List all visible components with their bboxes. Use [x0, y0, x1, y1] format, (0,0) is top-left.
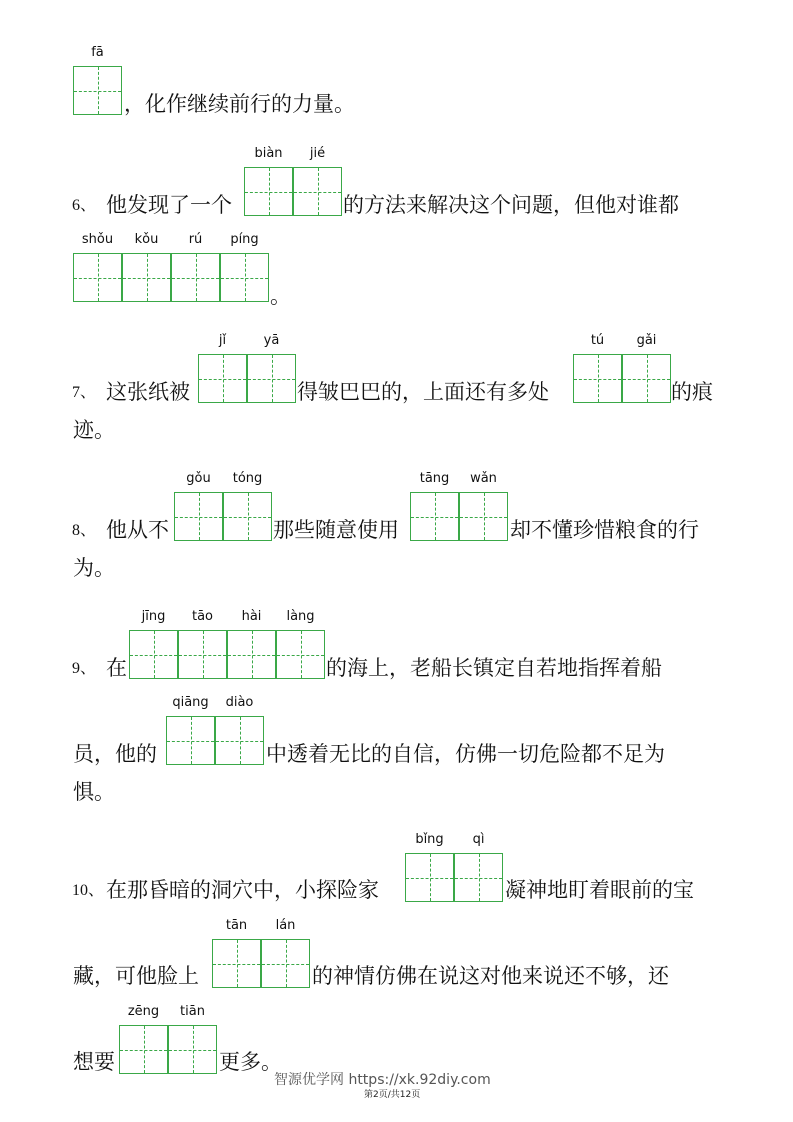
tianzige-box[interactable]	[215, 716, 264, 765]
pinyin: gǎi	[636, 333, 657, 348]
pinyin: qiāng	[172, 695, 209, 710]
q6-text-c: 。	[270, 284, 291, 308]
pinyin: zēng	[127, 1004, 160, 1019]
question-number-7: 7、	[72, 384, 97, 401]
pinyin: tān	[225, 918, 248, 933]
pinyin: qì	[472, 832, 485, 847]
tianzige-box[interactable]	[122, 253, 171, 302]
question-number-6: 6、	[72, 197, 97, 214]
tianzige-box[interactable]	[174, 492, 223, 541]
pinyin: tú	[590, 333, 605, 348]
tianzige-box[interactable]	[247, 354, 296, 403]
q9-text-c: 员，他的	[73, 742, 157, 766]
pinyin: jié	[309, 146, 326, 161]
pinyin: jīng	[141, 609, 166, 624]
tianzige-box[interactable]	[622, 354, 671, 403]
q6-text-b: 的方法来解决这个问题，但他对谁都	[343, 193, 679, 217]
tianzige-box[interactable]	[293, 167, 342, 216]
pinyin: kǒu	[134, 232, 159, 247]
q8-text-c: 却不懂珍惜粮食的行	[510, 518, 699, 542]
pinyin: gǒu	[186, 471, 211, 486]
tianzige-box[interactable]	[573, 354, 622, 403]
pinyin: yā	[263, 333, 280, 348]
pinyin: rú	[188, 232, 203, 247]
tianzige-box[interactable]	[454, 853, 503, 902]
q7-text-d: 迹。	[73, 418, 115, 442]
tianzige-box[interactable]	[129, 630, 178, 679]
question-number-8: 8、	[72, 522, 97, 539]
pinyin-fa: fā	[91, 45, 104, 60]
q10-text-c: 藏，可他脸上	[73, 964, 199, 988]
pinyin: tāng	[419, 471, 450, 486]
q8-text-a: 他从不	[106, 518, 169, 542]
pinyin: biàn	[254, 146, 283, 161]
tianzige-box[interactable]	[171, 253, 220, 302]
q10-text-a: 在那昏暗的洞穴中，小探险家	[106, 878, 379, 902]
continuation-text: ，化作继续前行的力量。	[124, 92, 355, 116]
page-number: 第2页/共12页	[364, 1090, 421, 1100]
pinyin: tóng	[232, 471, 263, 486]
question-number-9: 9、	[72, 660, 97, 677]
q9-text-b: 的海上，老船长镇定自若地指挥着船	[326, 656, 662, 680]
q8-text-b: 那些随意使用	[273, 518, 399, 542]
tianzige-box[interactable]	[459, 492, 508, 541]
tianzige-box[interactable]	[227, 630, 276, 679]
pinyin: wǎn	[470, 471, 497, 486]
tianzige-box[interactable]	[166, 716, 215, 765]
tianzige-box[interactable]	[198, 354, 247, 403]
pinyin: jǐ	[218, 333, 227, 348]
q10-text-f: 更多。	[219, 1050, 282, 1074]
tianzige-box[interactable]	[168, 1025, 217, 1074]
tianzige-box[interactable]	[212, 939, 261, 988]
pinyin: diào	[225, 695, 254, 710]
tianzige-box[interactable]	[223, 492, 272, 541]
q8-text-d: 为。	[73, 556, 115, 580]
question-number-10: 10、	[72, 882, 105, 899]
q9-text-a: 在	[106, 656, 127, 680]
tianzige-box[interactable]	[73, 66, 122, 115]
q9-text-d: 中透着无比的自信，仿佛一切危险都不足为	[266, 742, 665, 766]
tianzige-box[interactable]	[276, 630, 325, 679]
pinyin: hài	[241, 609, 262, 624]
q6-text-a: 他发现了一个	[106, 193, 232, 217]
q10-text-b: 凝神地盯着眼前的宝	[505, 878, 694, 902]
q9-text-e: 惧。	[73, 780, 115, 804]
q10-text-e: 想要	[73, 1050, 115, 1074]
tianzige-box[interactable]	[405, 853, 454, 902]
q7-text-a: 这张纸被	[106, 380, 190, 404]
pinyin: píng	[230, 232, 259, 247]
pinyin: lán	[275, 918, 296, 933]
footer-watermark: 智源优学网 https://xk.92diy.com	[274, 1072, 491, 1088]
tianzige-box[interactable]	[178, 630, 227, 679]
tianzige-box[interactable]	[261, 939, 310, 988]
q7-text-b: 得皱巴巴的，上面还有多处	[297, 380, 549, 404]
tianzige-box[interactable]	[410, 492, 459, 541]
q7-text-c: 的痕	[671, 380, 713, 404]
tianzige-box[interactable]	[220, 253, 269, 302]
tianzige-box[interactable]	[119, 1025, 168, 1074]
pinyin: tiān	[180, 1004, 205, 1019]
pinyin: bǐng	[415, 832, 444, 847]
pinyin: tāo	[191, 609, 214, 624]
pinyin: làng	[286, 609, 315, 624]
tianzige-box[interactable]	[73, 253, 122, 302]
q10-text-d: 的神情仿佛在说这对他来说还不够，还	[312, 964, 669, 988]
pinyin: shǒu	[81, 232, 114, 247]
tianzige-box[interactable]	[244, 167, 293, 216]
